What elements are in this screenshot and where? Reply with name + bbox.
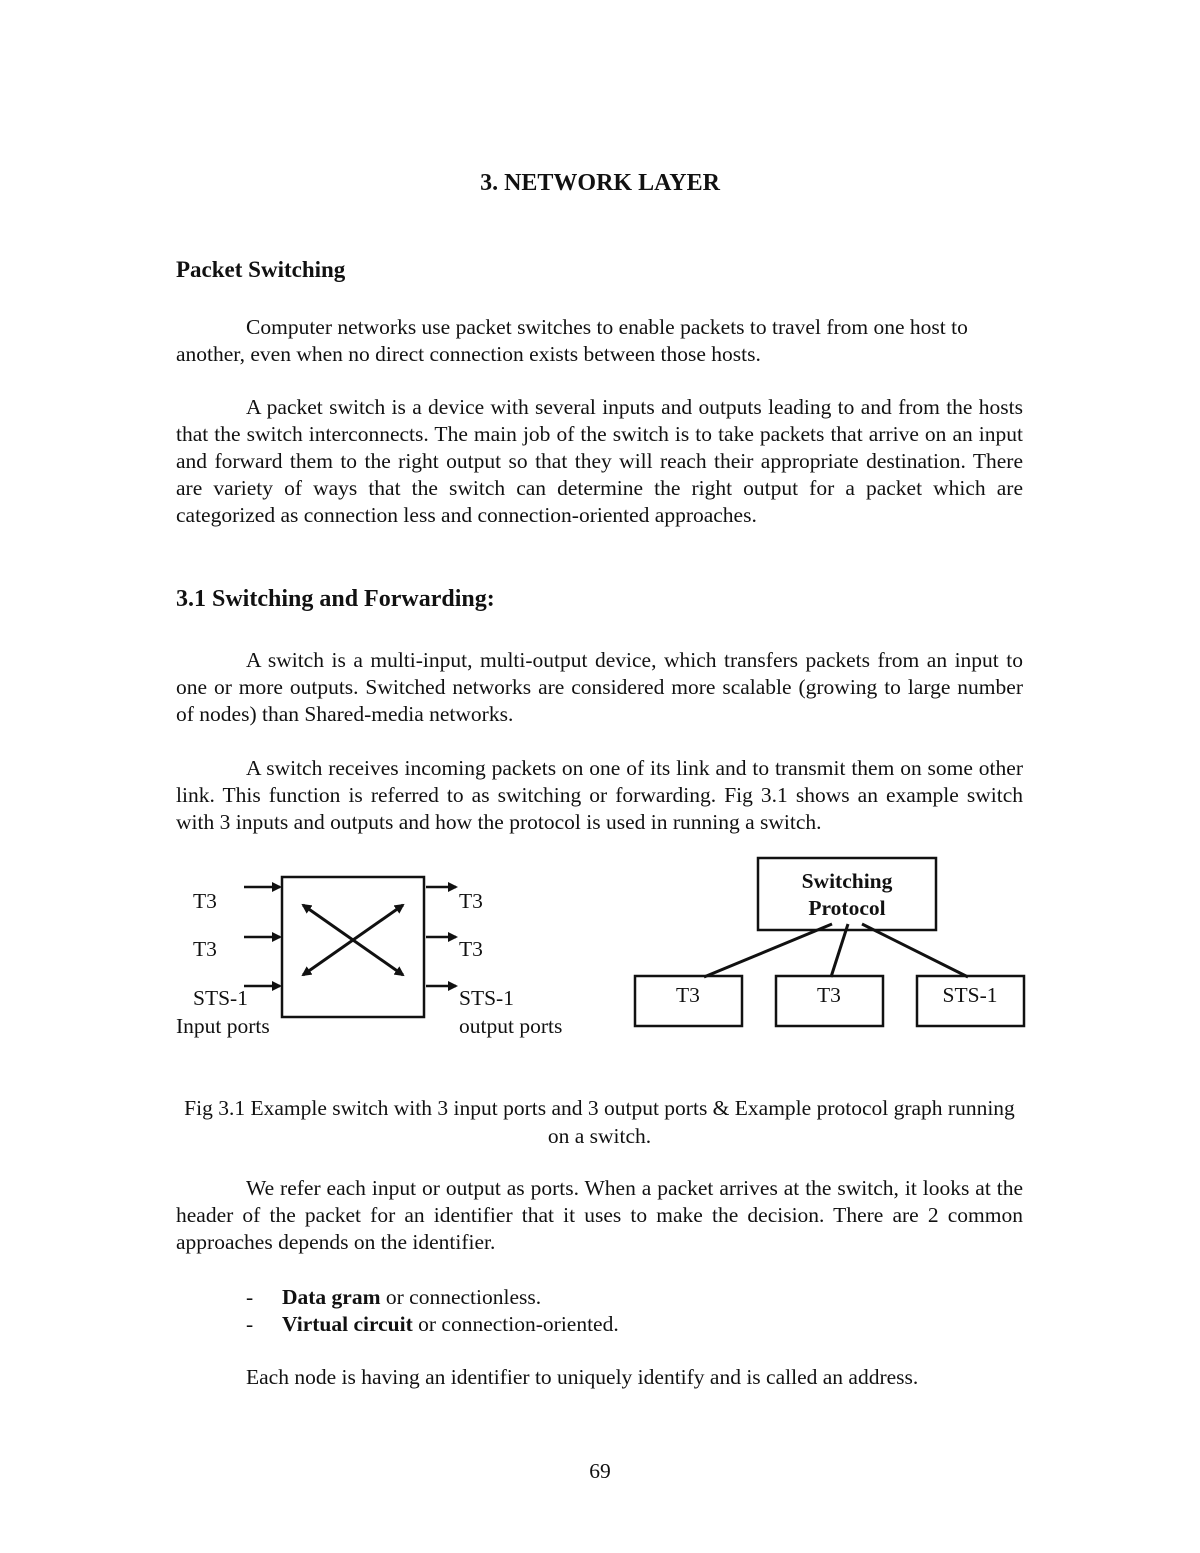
figure-caption: Fig 3.1 Example switch with 3 input ports and 3 output ports & Example protocol graph running on a switch. — [184, 1096, 1015, 1148]
section-heading-switching-forwarding: 3.1 Switching and Forwarding: — [176, 586, 495, 612]
list-item — [246, 1284, 619, 1311]
output-ports-caption: output ports — [459, 1014, 563, 1038]
protocol-node-label-2: T3 — [817, 983, 841, 1007]
protocol-link-2 — [831, 924, 848, 977]
list-item-text: or connectionless. — [380, 1285, 542, 1309]
input-port-label-1: T3 — [193, 889, 217, 913]
switch-box — [282, 877, 424, 1017]
list-item-term: Data gram — [282, 1285, 381, 1309]
list-dash: - — [246, 1312, 254, 1336]
paragraph-packet-switches-intro: Computer networks use packet switches to enable packets to travel from one host to another, even when no direct connection exists between those hosts. — [176, 315, 968, 366]
paragraph-switch-definition: A switch is a multi-input, multi-output device, which transfers packets from an input to one or more outputs. Switched networks are considered more scalable (growing to large number of nodes) than Shared-media networks. — [176, 648, 1023, 726]
input-port-label-3: STS-1 — [193, 986, 248, 1010]
list-item — [246, 1311, 619, 1338]
input-port-label-2: T3 — [193, 937, 217, 961]
section-heading-packet-switching: Packet Switching — [176, 257, 346, 282]
output-port-label-1: T3 — [459, 889, 483, 913]
figure-switch-diagram — [0, 850, 1200, 1050]
paragraph-address: Each node is having an identifier to uniquely identify and is called an address. — [246, 1365, 919, 1389]
chapter-title: 3. NETWORK LAYER — [480, 170, 720, 196]
list-item-term: Virtual circuit — [282, 1312, 413, 1336]
output-port-label-3: STS-1 — [459, 986, 514, 1010]
protocol-link-1 — [704, 924, 832, 977]
protocol-node-label-3: STS-1 — [942, 983, 998, 1007]
switching-protocol-label-line-1: Switching — [801, 869, 893, 893]
output-port-label-2: T3 — [459, 937, 483, 961]
list-item-text: or connection-oriented. — [412, 1312, 619, 1336]
paragraph-ports: We refer each input or output as ports. When a packet arrives at the switch, it looks at the header of the packet for an identifier that it uses to make the decision. There are 2 common approaches depends on the identifier. — [176, 1176, 1023, 1254]
page-number: 69 — [589, 1459, 611, 1483]
switching-protocol-label-line-2: Protocol — [808, 896, 886, 920]
approaches-list — [246, 1284, 619, 1338]
paragraph-switch-function: A switch receives incoming packets on one of its link and to transmit them on some other link. This function is referred to as switching or forwarding. Fig 3.1 shows an example switch with 3 inputs and outputs and how the protocol is used in running a switch. — [176, 756, 1023, 834]
paragraph-packet-switch-definition: A packet switch is a device with several inputs and outputs leading to and from the hosts that the switch interconnects. The main job of the switch is to take packets that arrive on an input and forward them to the right output so that they will reach their appropriate destination. There are variety of ways that the switch can determine the right output for a packet which are categorized as connection less and connection-oriented approaches. — [176, 395, 1023, 527]
input-ports-caption: Input ports — [176, 1014, 270, 1038]
protocol-link-3 — [862, 924, 968, 977]
protocol-node-label-1: T3 — [676, 983, 700, 1007]
list-dash: - — [246, 1285, 254, 1309]
